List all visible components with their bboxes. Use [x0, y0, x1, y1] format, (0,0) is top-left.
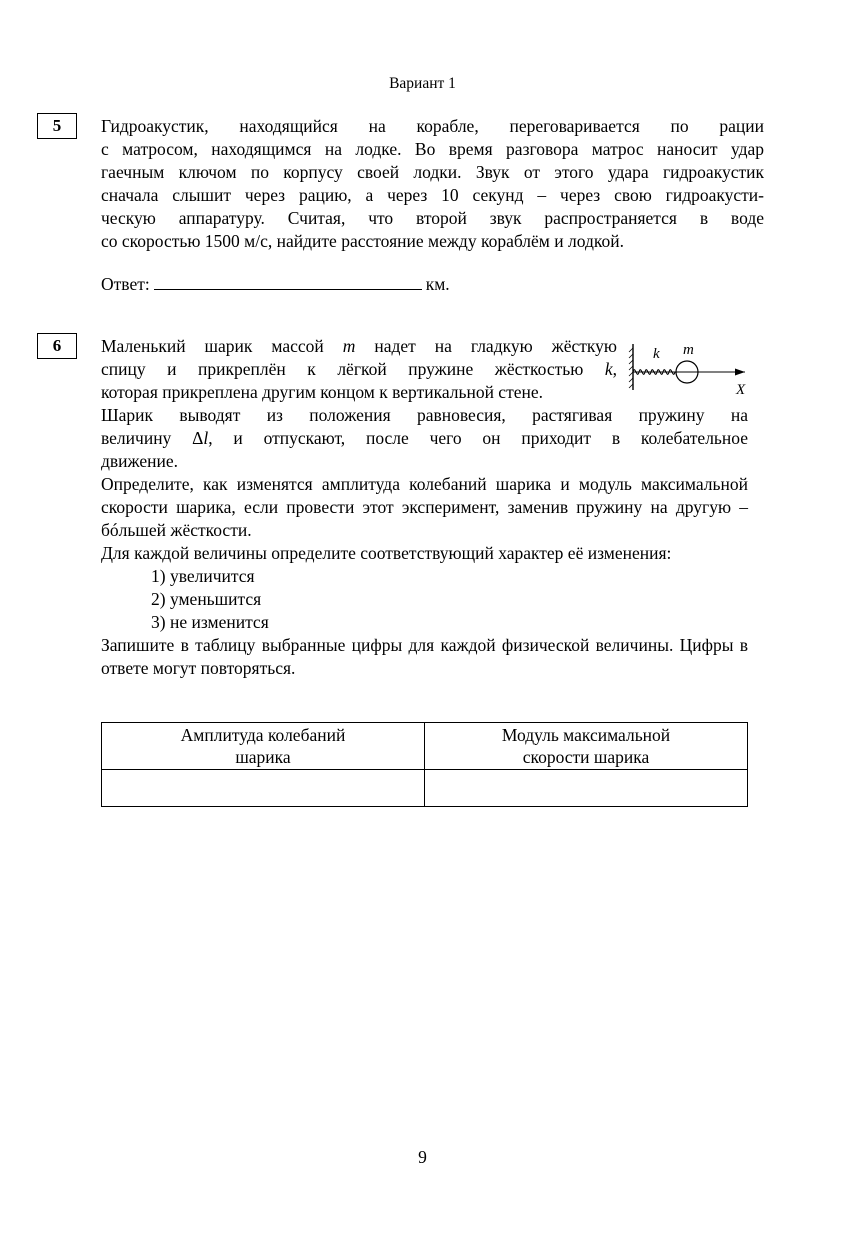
question-number-5: 5	[37, 113, 77, 139]
mass-label: m	[683, 342, 694, 358]
table-header-amplitude: Амплитуда колебаний шарика	[102, 723, 425, 770]
arrow-icon	[735, 369, 745, 376]
q6-paragraph: Запишите в таблицу выбранные цифры для каждой физической величины. Цифры в ответе могут повторяться.	[101, 635, 748, 678]
q6-line: Маленький шарик массой m надет на гладкую жёсткую	[101, 336, 617, 356]
q5-line: ческую аппаратуру. Считая, что второй звук распространяется в воде	[101, 208, 764, 228]
question-6-intro	[101, 335, 617, 404]
answer-cell-amplitude[interactable]	[102, 770, 425, 807]
answer-label: Ответ:	[101, 274, 150, 294]
q6-line: Шарик выводят из положения равновесия, растягивая пружину на	[101, 405, 748, 425]
spring-figure	[627, 342, 747, 398]
option-item: 2) уменьшится	[151, 589, 262, 609]
question-number-6: 6	[37, 333, 77, 359]
table-header-speed: Модуль максимальной скорости шарика	[425, 723, 748, 770]
q6-paragraph: Для каждой величины определите соответствующий характер её изменения:	[101, 543, 672, 563]
answer-blank[interactable]	[154, 272, 422, 290]
q6-line: величину Δl, и отпускают, после чего он приходит в колебательное	[101, 428, 748, 448]
q5-line: сначала слышит через рацию, а через 10 секунд – через свою гидроакусти-	[101, 185, 764, 205]
q5-line: с матросом, находящимся на лодке. Во время разговора матрос наносит удар	[101, 139, 764, 159]
answer-table	[101, 722, 748, 807]
option-item: 3) не изменится	[151, 612, 269, 632]
question-5-text	[101, 115, 764, 253]
option-item: 1) увеличится	[151, 566, 255, 586]
q5-line: Гидроакустик, находящийся на корабле, переговаривается по рации	[101, 116, 764, 136]
q6-paragraph: Определите, как изменятся амплитуда колебаний шарика и модуль максимальной скорости шарика, если провести этот эксперимент, заменив пружину на другую – бóльшей жёсткости.	[101, 474, 748, 540]
answer-unit: км.	[425, 274, 450, 294]
q6-line: которая прикреплена другим концом к вертикальной стене.	[101, 382, 543, 402]
answer-row	[101, 272, 450, 296]
q6-line: движение.	[101, 451, 179, 471]
axis-label: X	[736, 382, 746, 398]
question-6-body	[101, 404, 748, 680]
q6-line: спицу и прикреплён к лёгкой пружине жёсткостью k,	[101, 359, 618, 379]
options-list	[101, 565, 748, 634]
q5-line: гаечным ключом по корпусу своей лодки. Звук от этого удара гидроакустик	[101, 162, 764, 182]
page-header: Вариант 1	[389, 75, 456, 92]
answer-cell-speed[interactable]	[425, 770, 748, 807]
page-number: 9	[418, 1147, 427, 1167]
spring-label: k	[653, 346, 660, 362]
q5-line: со скоростью 1500 м/с, найдите расстояние между кораблём и лодкой.	[101, 231, 624, 251]
